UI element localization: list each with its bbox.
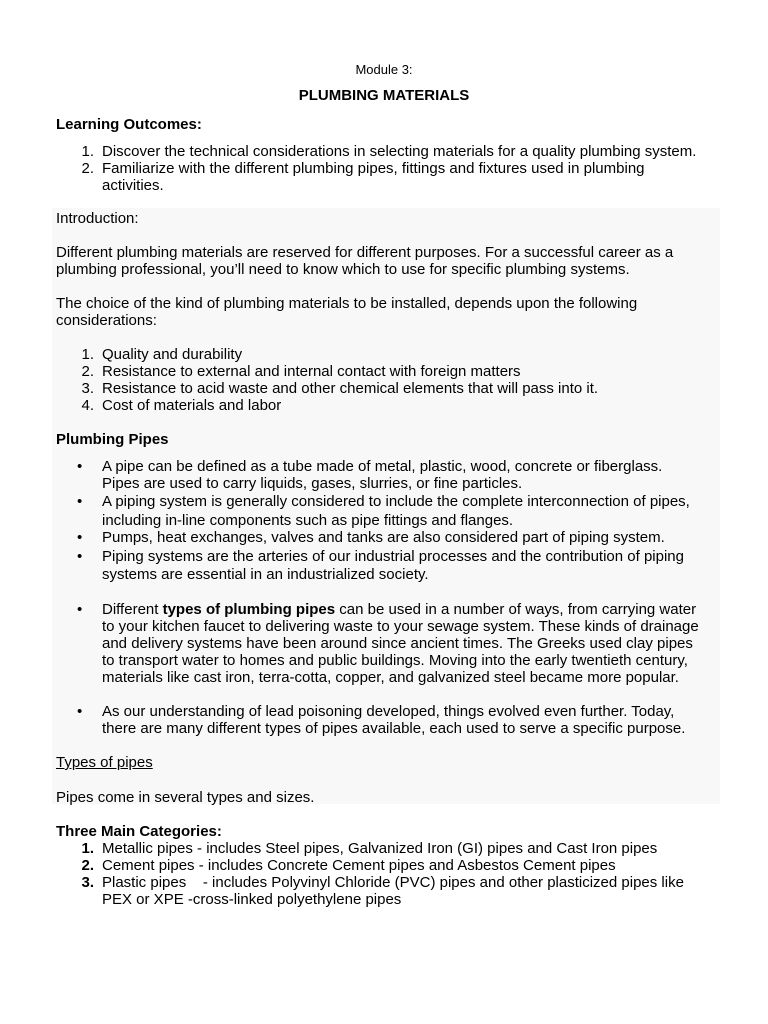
bullet-icon: •: [77, 601, 83, 618]
outcome-number: 1.: [81, 143, 94, 160]
module-label: Module 3:: [355, 62, 413, 77]
plumbing-pipes-heading: Plumbing Pipes: [56, 431, 169, 448]
bullet-line: A pipe can be defined as a tube made of metal, plastic, wood, concrete or fiberglass.: [102, 458, 663, 475]
introduction-heading: Introduction:: [56, 210, 139, 227]
bullet-line: Pumps, heat exchanges, valves and tanks are also considered part of piping system.: [102, 529, 665, 546]
types-text-pre: Different: [102, 601, 163, 618]
bullet-line: including in-line components such as pipe fittings and flanges.: [102, 512, 514, 529]
intro-paragraph-line: The choice of the kind of plumbing materials to be installed, depends upon the following: [56, 295, 638, 312]
bullet-line: to transport water to homes and public buildings. Moving into the early twentieth century,: [102, 652, 688, 669]
outcome-item: Familiarize with the different plumbing pipes, fittings and fixtures used in plumbing: [102, 160, 645, 177]
intro-paragraph-line: plumbing professional, you’ll need to know which to use for specific plumbing systems.: [56, 261, 630, 278]
types-text-post: can be used in a number of ways, from carrying water: [335, 601, 697, 618]
outcome-item-continued: activities.: [102, 177, 164, 194]
categories-heading: Three Main Categories:: [56, 823, 222, 840]
bullet-line: A piping system is generally considered to include the complete interconnection of pipes,: [102, 493, 690, 510]
intro-paragraph-line: considerations:: [56, 312, 157, 329]
bullet-icon: •: [77, 703, 83, 720]
bullet-icon: •: [77, 493, 83, 510]
consideration-item: Resistance to external and internal contact with foreign matters: [102, 363, 521, 380]
bullet-line: there are many different types of pipes available, each used to serve a specific purpose.: [102, 720, 686, 737]
bullet-icon: •: [77, 529, 83, 546]
bullet-line: Piping systems are the arteries of our industrial processes and the contribution of piping: [102, 548, 684, 565]
consideration-item: Cost of materials and labor: [102, 397, 282, 414]
types-of-plumbing-pipes-bold: types of plumbing pipes: [162, 601, 336, 618]
bullet-line: [102, 601, 696, 618]
consideration-number: 3.: [81, 380, 94, 397]
category-item-continued: PEX or XPE -cross-linked polyethylene pipes: [102, 891, 402, 908]
consideration-number: 2.: [81, 363, 94, 380]
category-item: Metallic pipes - includes Steel pipes, Galvanized Iron (GI) pipes and Cast Iron pipes: [102, 840, 658, 857]
bullet-line: systems are essential in an industrialized society.: [102, 566, 429, 583]
category-item: Cement pipes - includes Concrete Cement pipes and Asbestos Cement pipes: [102, 857, 616, 874]
consideration-item: Quality and durability: [102, 346, 243, 363]
category-number: 2.: [81, 857, 94, 874]
types-of-pipes-text: Pipes come in several types and sizes.: [56, 789, 315, 806]
consideration-number: 4.: [81, 397, 94, 414]
consideration-number: 1.: [81, 346, 94, 363]
category-item: Plastic pipes - includes Polyvinyl Chloride (PVC) pipes and other plasticized pipes like: [102, 874, 684, 891]
category-number: 1.: [81, 840, 94, 857]
outcome-item: Discover the technical considerations in selecting materials for a quality plumbing system.: [102, 143, 697, 160]
bullet-icon: •: [77, 458, 83, 475]
intro-paragraph-line: Different plumbing materials are reserved for different purposes. For a successful career as a: [56, 244, 674, 261]
bullet-icon: •: [77, 548, 83, 565]
bullet-line: Pipes are used to carry liquids, gases, slurries, or fine particles.: [102, 475, 523, 492]
bullet-line: to your kitchen faucet to delivering waste to your sewage system. These kinds of drainage: [102, 618, 699, 635]
types-of-pipes-heading: Types of pipes: [56, 754, 153, 771]
outcome-number: 2.: [81, 160, 94, 177]
bullet-line: As our understanding of lead poisoning developed, things evolved even further. Today,: [102, 703, 675, 720]
category-number: 3.: [81, 874, 94, 891]
learning-outcomes-heading: Learning Outcomes:: [56, 116, 202, 133]
page-title: PLUMBING MATERIALS: [298, 87, 470, 104]
bullet-line: materials like cast iron, terra-cotta, copper, and galvanized steel became more popular.: [102, 669, 679, 686]
bullet-line: and delivery systems have been around since ancient times. The Greeks used clay pipes: [102, 635, 693, 652]
consideration-item: Resistance to acid waste and other chemical elements that will pass into it.: [102, 380, 599, 397]
